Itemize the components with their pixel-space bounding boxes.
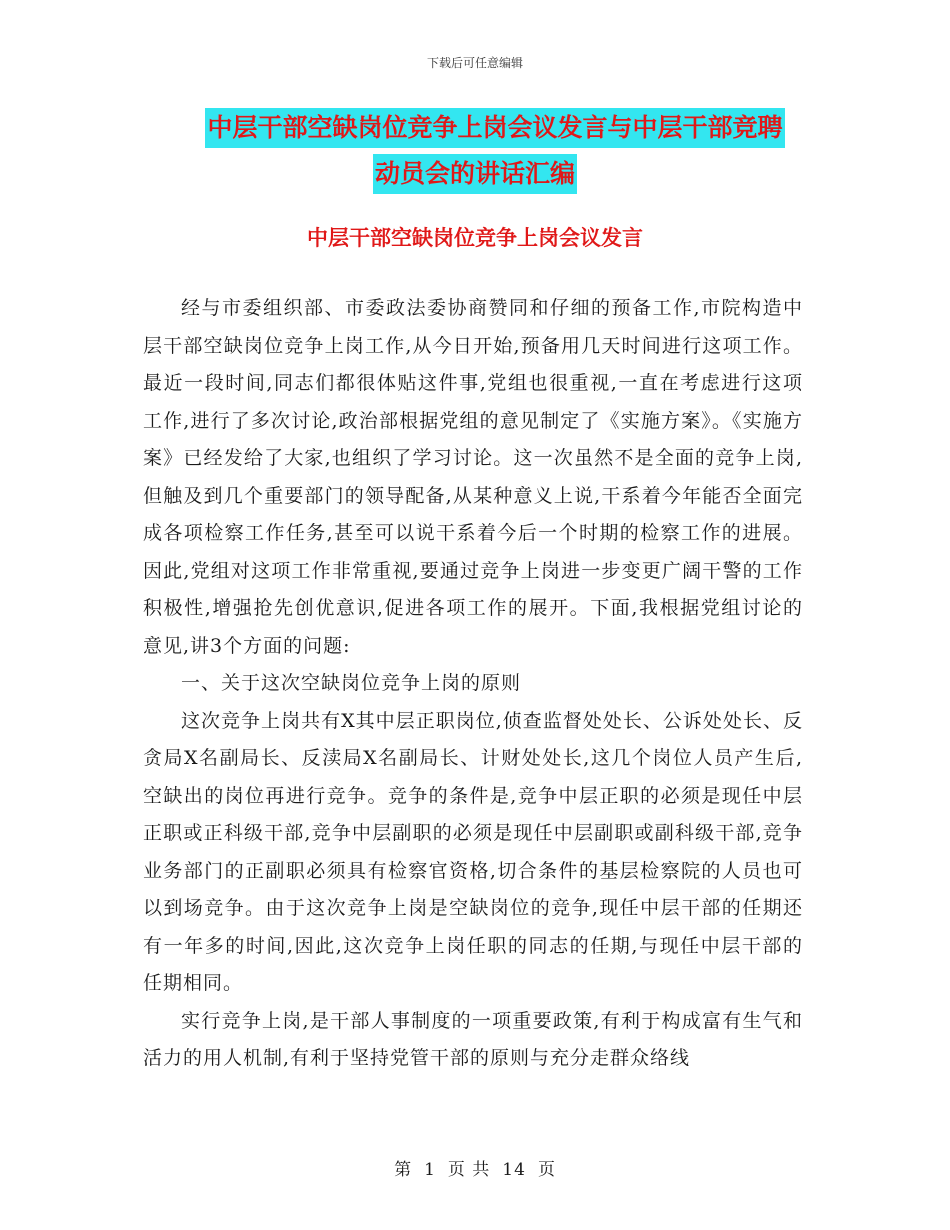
footer-suffix: 页 [537,1160,556,1180]
footer-prefix: 第 [394,1160,413,1180]
total-pages: 14 [502,1160,526,1180]
document-title [0,108,950,194]
page-footer [0,1155,950,1180]
body-text [143,290,803,1078]
page-number: 1 [424,1160,436,1180]
title-line-1: 中层干部空缺岗位竞争上岗会议发言与中层干部竞聘 [205,108,784,148]
header-note: 下载后可任意编辑 [426,56,523,70]
paragraph: 经与市委组织部、市委政法委协商赞同和仔细的预备工作,市院构造中层干部空缺岗位竞争上岗工作,从今日开始,预备用几天时间进行这项工作。最近一段时间,同志们都很体贴这件事,党组也很重视,一直在考虑进行这项工作,进行了多次讨论,政治部根据党组的意见制定了《实施方案》。《实施方案》已经发给了大家,也组织了学习讨论。这一次虽然不是全面的竞争上岗,但触及到几个重要部门的领导配备,从某种意义上说,干系着今年能否全面完成各项检察工作任务,甚至可以说干系着今后一个时期的检察工作的进展。因此,党组对这项工作非常重视,要通过竞争上岗进一步变更广阔干警的工作积极性,增强抢先创优意识,促进各项工作的展开。下面,我根据党组讨论的意见,讲3个方面的问题: [143,297,803,657]
section-title: 中层干部空缺岗位竞争上岗会议发言 [307,226,643,250]
title-line-2: 动员会的讲话汇编 [373,154,577,194]
footer-middle: 页 共 [447,1160,491,1180]
paragraph: 一、关于这次空缺岗位竞争上岗的原则 [181,672,522,694]
paragraph: 这次竞争上岗共有X其中层正职岗位,侦查监督处处长、公诉处处长、反贪局X名副局长、反渎局X名副局长、计财处处长,这几个岗位人员产生后,空缺出的岗位再进行竞争。竞争的条件是,竞争中层正职的必须是现任中层正职或正科级干部,竞争中层副职的必须是现任中层副职或副科级干部,竞争业务部门的正副职必须具有检察官资格,切合条件的基层检察院的人员也可以到场竞争。由于这次竞争上岗是空缺岗位的竞争,现任中层干部的任期还有一年多的时间,因此,这次竞争上岗任职的同志的任期,与现任中层干部的任期相同。 [143,709,803,994]
paragraph: 实行竞争上岗,是干部人事制度的一项重要政策,有利于构成富有生气和活力的用人机制,有利于坚持党管干部的原则与充分走群众络线 [143,1009,803,1069]
